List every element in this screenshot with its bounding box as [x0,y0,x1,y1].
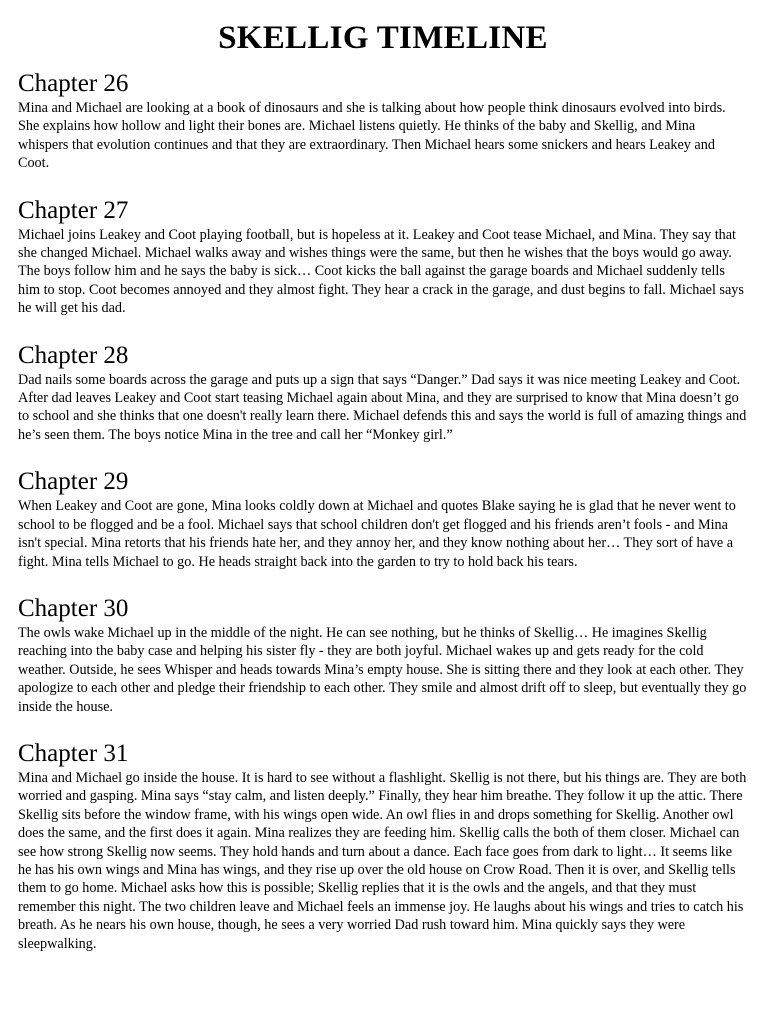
chapter-summary: Dad nails some boards across the garage and puts up a sign that says “Danger.” Dad says it was nice meeting Leakey and Coot. After dad leaves Leakey and Coot start teasing Michael again about Mina, and they are surprised to know that Mina doesn’t go to school and she thinks that one doesn't really learn there. Michael defends this and says the world is full of amazing things and he’s seen them. The boys notice Mina in the tree and call her “Monkey girl.” [18,371,747,443]
chapter-summary: Mina and Michael go inside the house. It is hard to see without a flashlight. Skellig is not there, but his things are. They are both worried and gasping. Mina says “stay calm, and listen deeply.” Finally, they hear him breathe. They follow it up the attic. There Skellig sits before the window frame, with his wings open wide. An owl flies in and drops something for Skellig. Another owl does the same, and the first does it again. Mina realizes they are feeding him. Skellig calls the both of them closer. Michael can see how strong Skellig now seems. They hold hands and turn about a dance. Each face goes from dark to light… It seems like he has his own wings and Mina has wings, and they rise up over the old house on Crow Road. Then it is over, and Skellig tells them to go home. Michael asks how this is possible; Skellig replies that it is the owls and the angels, and that they must remember this night. The two children leave and Michael feels an immense joy. He laughs about his wings and tries to catch his breath. As he nears his own house, though, he sees a very worried Dad rush toward him. Mina quickly says they were sleepwalking. [18,769,747,952]
chapter-heading: Chapter 28 [18,341,129,369]
chapter-section [18,70,748,173]
chapter-summary: When Leakey and Coot are gone, Mina looks coldly down at Michael and quotes Blake saying he is glad that he never went to school to be flogged and be a fool. Michael says that school children don't get flogged and his friends aren’t fools - and Mina isn't special. Mina retorts that his friends hate her, and they annoy her, and they know nothing about her… They sort of have a fight. Mina tells Michael to go. He heads straight back into the garden to try to hold back his tears. [18,498,736,570]
chapter-heading: Chapter 26 [18,70,129,97]
chapter-section [18,342,748,445]
chapter-heading: Chapter 29 [18,468,129,496]
document-title: SKELLIG TIMELINE [218,20,548,56]
chapter-section [18,468,748,571]
chapter-heading: Chapter 27 [18,196,129,224]
chapter-heading: Chapter 30 [18,594,129,622]
chapter-summary: Michael joins Leakey and Coot playing football, but is hopeless at it. Leakey and Coot tease Michael, and Mina. They say that she changed Michael. Michael walks away and wishes things were the same, but then he wishes that the boys would go away. The boys follow him and he says the baby is sick… Coot kicks the ball against the garage boards and Michael suddenly tells him to stop. Coot becomes annoyed and they almost fight. They hear a crack in the garage, and dust begins to fall. Michael says he will get his dad. [18,226,744,317]
chapter-section [18,197,748,318]
chapter-summary: Mina and Michael are looking at a book of dinosaurs and she is talking about how people think dinosaurs evolved into birds. She explains how hollow and light their bones are. Michael listens quietly. He thinks of the baby and Skellig, and Mina whispers that evolution continues and that they are extraordinary. Then Michael hears some snickers and hears Leakey and Coot. [18,100,726,172]
chapter-heading: Chapter 31 [18,739,129,767]
chapter-section [18,595,748,716]
chapter-summary: The owls wake Michael up in the middle of the night. He can see nothing, but he thinks of Skellig… He imagines Skellig reaching into the baby case and helping his sister fly - they are both joyful. Michael wakes up and gets ready for the cold weather. Outside, he sees Whisper and heads towards Mina’s empty house. She is sitting there and they look at each other. They apologize to each other and pledge their friendship to each other. They smile and almost drift off to sleep, but eventually they go inside the house. [18,624,747,715]
chapter-section [18,740,748,953]
